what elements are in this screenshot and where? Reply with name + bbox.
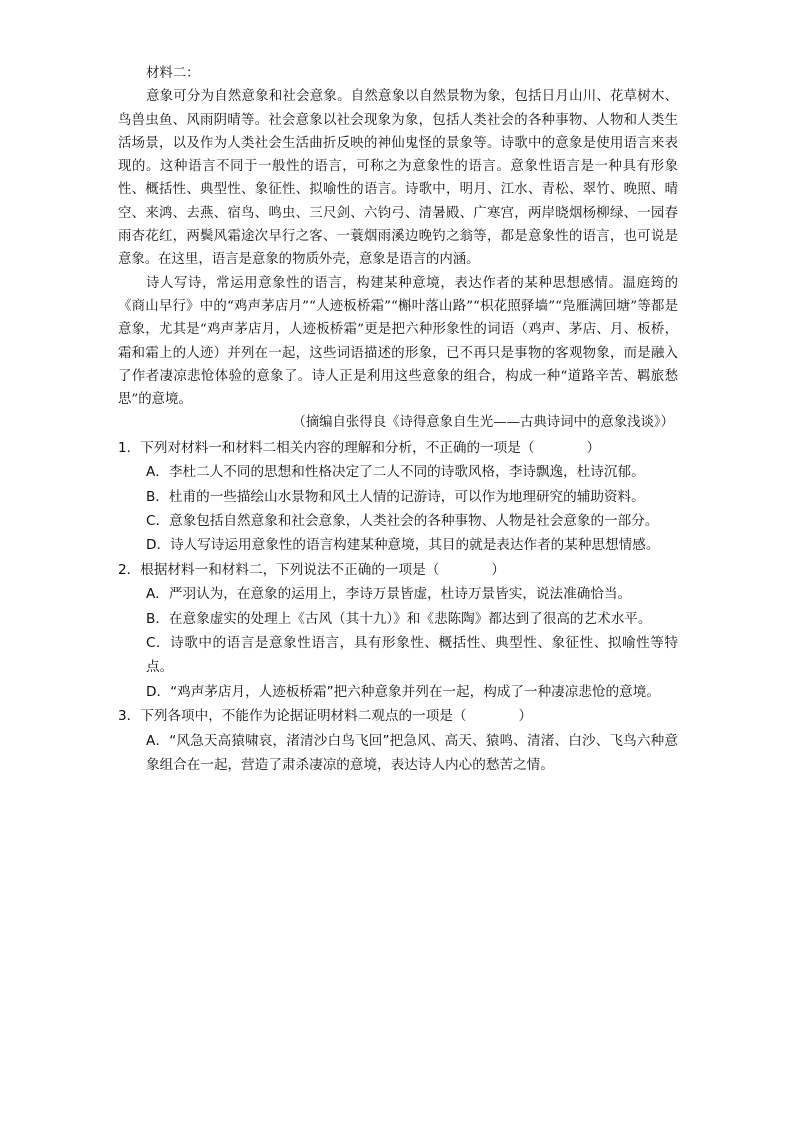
option-letter: B． — [146, 488, 169, 505]
question-text: 根据材料一和材料二，下列说法不正确的一项是（ — [140, 561, 440, 578]
question-1 — [118, 436, 678, 558]
option-letter: C． — [146, 635, 171, 651]
option-text: 诗人写诗运用意象性的语言构建某种意境，其目的就是表达作者的某种思想情感。 — [170, 537, 660, 554]
option-text: 意象包括自然意象和社会意象，人类社会的各种事物、人物是社会意象的一部分。 — [169, 512, 659, 529]
option-list — [118, 460, 678, 558]
question-number: 3． — [118, 708, 141, 725]
question-close: ） — [491, 561, 505, 578]
option-text: 杜甫的一些描绘山水景物和风土人情的记游诗，可以作为地理研究的辅助资料。 — [168, 488, 645, 505]
option-letter: A． — [146, 732, 170, 749]
option-d — [118, 533, 678, 557]
question-number: 2． — [118, 561, 141, 578]
question-number: 1． — [118, 439, 141, 456]
option-text: “鸡声茅店月，人迹板桥霜”把六种意象并列在一起，构成了一种凄凉悲怆的意境。 — [170, 683, 660, 700]
option-d — [118, 680, 678, 704]
option-letter: C． — [146, 512, 170, 529]
option-letter: A． — [146, 586, 169, 603]
option-letter: A． — [146, 464, 169, 481]
option-letter: D． — [146, 683, 171, 700]
question-2 — [118, 558, 678, 704]
question-list — [118, 436, 678, 778]
option-a — [118, 582, 678, 606]
material-two — [118, 62, 678, 435]
option-c — [118, 509, 678, 533]
question-close: ） — [518, 708, 533, 725]
option-b — [118, 485, 678, 509]
material-paragraph-2: 诗人写诗，常运用意象性的语言，构建某种意境，表达作者的某种思想感情。温庭筠的《商山早行》中的“鸡声茅店月”“人迹板桥霜”“槲叶落山路”“枳花照驿墙”“凫雁满回塘”等都是意象，尤其是“鸡声茅店月，人迹板桥霜”更是把六种形象性的词语（鸡声、茅店、月、板桥，霜和霜上的人迹）并列在一起，这些词语描述的形象，已不再只是事物的客观物象，而是融入了作者凄凉悲怆体验的意象了。诗人正是利用这些意象的组合，构成一种“道路辛苦、羁旅愁思”的意境。 — [118, 275, 678, 408]
option-text: 在意象虚实的处理上《古风（其十九）》和《悲陈陶》都达到了很高的艺术水平。 — [168, 610, 652, 627]
material-paragraph-1: 意象可分为自然意象和社会意象。自然意象以自然景物为象，包括日月山川、花草树木、鸟兽虫鱼、风雨阴晴等。社会意象以社会现象为象，包括人类社会的各种事物、人物和人类生活场景，以及作为人类社会生活曲折反映的神仙鬼怪的景象等。诗歌中的意象是使用语言来表现的。这种语言不同于一般性的语言，可称之为意象性的语言。意象性语言是一种具有形象性、概括性、典型性、象征性、拟喻性的语言。诗歌中，明月、江水、青松、翠竹、晚照、晴空、来鸿、去燕、宿鸟、鸣虫、三尺剑、六钧弓、清暑殿、广寒宫，两岸晓烟杨柳绿、一园春雨杏花红，两鬓风霜途次早行之客、一蓑烟雨溪边晚钓之翁等，都是意象性的语言，也可说是意象。在这里，语言是意象的物质外壳，意象是语言的内涵。 — [118, 89, 678, 268]
option-letter: D． — [146, 537, 171, 554]
document-page — [118, 62, 678, 777]
option-list — [118, 582, 678, 704]
question-stem — [118, 436, 678, 460]
option-c — [118, 631, 678, 680]
option-text: 李杜二人不同的思想和性格决定了二人不同的诗歌风格，李诗飘逸，杜诗沉郁。 — [168, 464, 645, 481]
option-b — [118, 607, 678, 631]
option-a — [118, 460, 678, 484]
question-stem — [118, 704, 678, 728]
option-text: “风急天高猿啸哀，渚清沙白鸟飞回”把急风、高天、猿鸣、清渚、白沙、飞鸟六种意象组合在一起，营造了肃杀凄凉的意境，表达诗人内心的愁苦之情。 — [146, 732, 678, 774]
option-a — [118, 729, 678, 778]
question-text: 下列对材料一和材料二相关内容的理解和分析，不正确的一项是（ — [140, 439, 535, 456]
material-title: 材料二： — [146, 66, 200, 81]
question-3 — [118, 704, 678, 777]
option-list — [118, 729, 678, 778]
option-text: 严羽认为，在意象的运用上，李诗万景皆虚，杜诗万景皆实，说法准确恰当。 — [168, 586, 632, 603]
option-text: 诗歌中的语言是意象性语言，具有形象性、概括性、典型性、象征性、拟喻性等特点。 — [146, 635, 679, 676]
question-close: ） — [586, 439, 601, 456]
material-source: （摘编自张得良《诗得意象自生光——古典诗词中的意象浅谈》） — [292, 415, 674, 431]
option-letter: B． — [146, 610, 169, 627]
question-text: 下列各项中，不能作为论据证明材料二观点的一项是（ — [140, 708, 467, 725]
question-stem — [118, 558, 678, 582]
